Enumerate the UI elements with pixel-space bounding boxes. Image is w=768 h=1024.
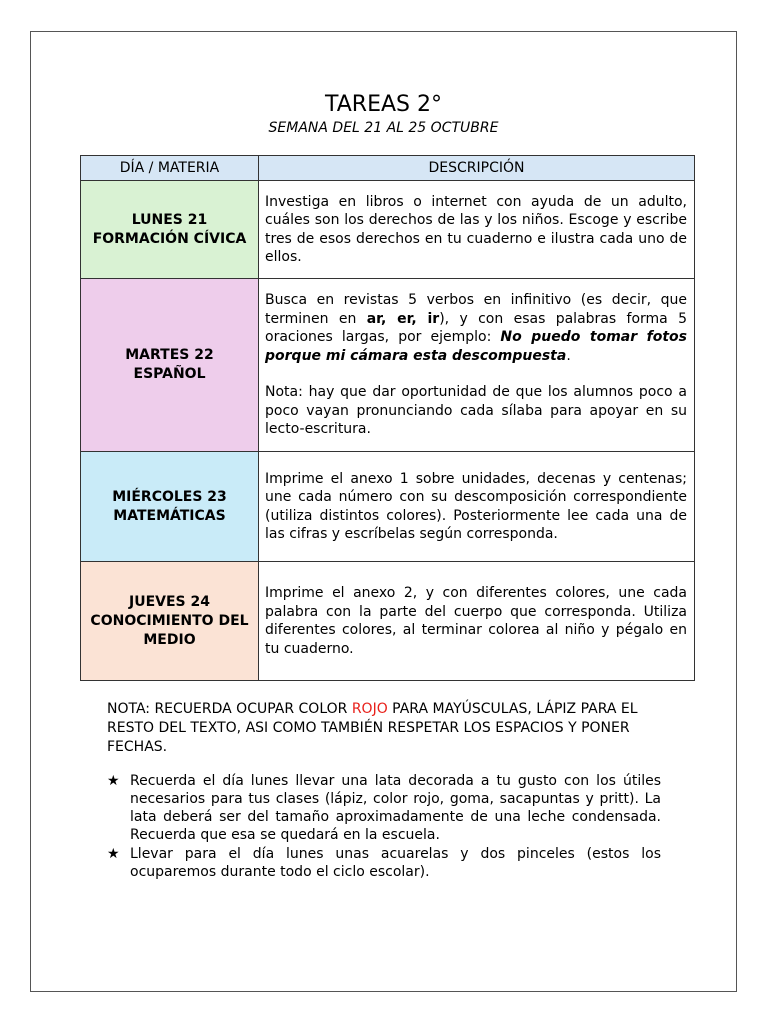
homework-table — [80, 155, 695, 681]
star-bullet-icon: ★ — [107, 773, 120, 789]
subject-label: FORMACIÓN CÍVICA — [92, 230, 247, 247]
day-label: JUEVES 24 — [129, 593, 210, 610]
description-cell: Investiga en libros o internet con ayuda de un adulto, cuáles son los derechos de las y los niños. Escoge y escribe tres de esos derechos en tu cuaderno e ilustra cada uno de ellos. — [259, 181, 695, 279]
table-row — [81, 181, 695, 279]
document-page — [30, 31, 737, 992]
table-header-row — [81, 156, 695, 181]
table-row — [81, 279, 695, 452]
page-subtitle: SEMANA DEL 21 AL 25 OCTUBRE — [268, 120, 499, 136]
description-cell: Imprime el anexo 1 sobre unidades, decenas y centenas; une cada número con su descomposición correspondiente (utiliza distintos colores). Posteriormente lee cada una de las cifras y escríbelas según corresponda. — [259, 452, 695, 562]
table-row — [81, 562, 695, 681]
example-sentence: No puedo tomar fotos porque mi cámara esta descompuesta — [265, 329, 688, 364]
day-cell — [81, 279, 259, 452]
day-label: MIÉRCOLES 23 — [112, 488, 227, 505]
description-cell — [259, 279, 695, 452]
day-label: MARTES 22 — [125, 347, 214, 363]
description-text: Busca en revistas 5 verbos en infinitivo (es decir, que terminen en — [265, 292, 687, 327]
note-highlight-red: ROJO — [351, 701, 388, 717]
verb-endings: ar, er, ir — [366, 310, 440, 327]
column-header-day: DÍA / MATERIA — [81, 156, 259, 181]
description-text: ), y con esas palabras forma 5 oraciones largas, por ejemplo: — [265, 310, 687, 346]
day-label: LUNES 21 — [131, 211, 208, 228]
description-paragraph — [265, 291, 687, 365]
subject-label: CONOCIMIENTO DEL MEDIO — [90, 612, 249, 648]
description-cell: Imprime el anexo 2, y con diferentes colores, une cada palabra con la parte del cuerpo que corresponda. Utiliza diferentes colores, al terminar colorea al niño y pégalo en tu cuaderno. — [259, 562, 695, 681]
list-item — [107, 845, 661, 881]
subject-label: ESPAÑOL — [133, 366, 206, 382]
list-item-text: Llevar para el día lunes unas acuarelas y dos pinceles (estos los ocuparemos durante todo el ciclo escolar). — [130, 846, 661, 880]
teacher-note: Nota: hay que dar oportunidad de que los alumnos poco a poco vayan pronunciando cada sílaba para apoyar en su lecto-escritura. — [265, 384, 687, 438]
page-title: TAREAS 2° — [325, 92, 442, 117]
note-text: PARA MAYÚSCULAS, LÁPIZ PARA EL RESTO DEL TEXTO, ASI COMO TAMBIÉN RESPETAR LOS ESPACIOS Y PONER FECHAS. — [107, 701, 638, 755]
day-cell — [81, 452, 259, 562]
day-cell — [81, 181, 259, 279]
note-text: NOTA: RECUERDA OCUPAR COLOR — [107, 701, 352, 717]
reminder-list — [107, 772, 661, 882]
day-cell — [81, 562, 259, 681]
general-note — [107, 700, 667, 757]
list-item-text: Recuerda el día lunes llevar una lata decorada a tu gusto con los útiles necesarios para tus clases (lápiz, color rojo, goma, sacapuntas y pritt). La lata deberá ser del tamaño aproximadamente de una leche condensada. Recuerda que esa se quedará en la escuela. — [130, 773, 661, 843]
subject-label: MATEMÁTICAS — [113, 507, 226, 524]
description-text: . — [566, 347, 571, 364]
table-row — [81, 452, 695, 562]
star-bullet-icon: ★ — [107, 846, 120, 862]
list-item — [107, 772, 661, 844]
column-header-description: DESCRIPCIÓN — [259, 156, 695, 181]
